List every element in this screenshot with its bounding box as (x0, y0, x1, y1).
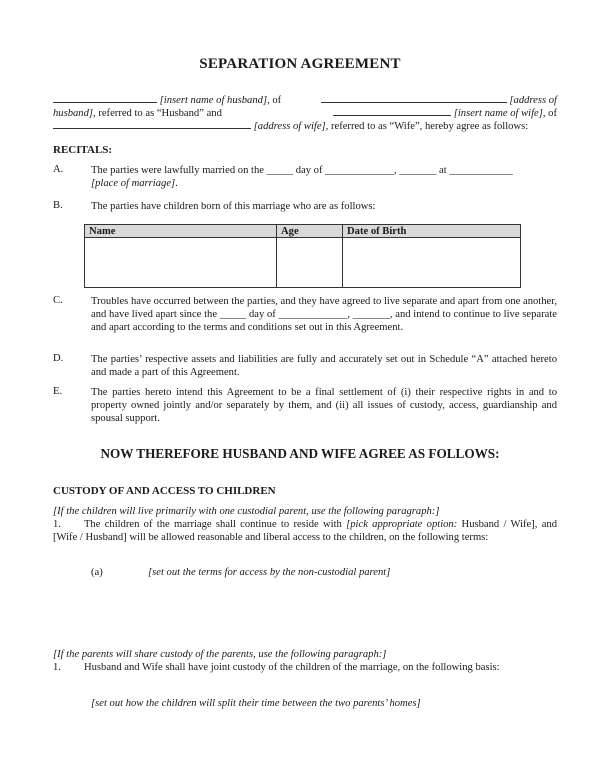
document-title: SEPARATION AGREEMENT (199, 56, 401, 72)
wife-address-placeholder: [address of wife] (253, 121, 326, 133)
referred-husband-text: , referred to as “Husband” and (93, 108, 222, 120)
referred-wife-text: , referred to as “Wife”, hereby agree as follows: (325, 121, 529, 133)
recital-c-text: Troubles have occurred between the parties, and they have agreed to live separate and apart from one another, and have lived apart since the _____ day of _____________, _______, and intend to continue to live separate and apart according to the terms and conditions set out in this Agreement. (91, 296, 557, 334)
custody-p2-number: 1. (53, 662, 61, 673)
recital-b-mark: B. (53, 200, 63, 211)
custody-paragraph-1: 1. The children of the marriage shall continue to reside with [pick appropriate option: Husband / Wife], and [Wife / Husband] will be allowed reasonable and liberal access to the children, on the following terms: (53, 519, 557, 544)
children-table (84, 224, 521, 288)
custody-heading: CUSTODY OF AND ACCESS TO CHILDREN (53, 485, 276, 497)
recital-a-mark: A. (53, 164, 64, 175)
recital-b-text: The parties have children born of this marriage who are as follows: (91, 201, 376, 212)
sub-a-mark: (a) (91, 567, 103, 578)
sub-a-text: [set out the terms for access by the non-custodial parent] (148, 567, 391, 578)
p2-placeholder: [set out how the children will split their time between the two parents’ homes] (91, 698, 421, 709)
wife-name-placeholder: [insert name of wife] (453, 108, 543, 120)
table-header-dob: Date of Birth (343, 225, 521, 238)
recital-e-mark: E. (53, 386, 63, 397)
husband-address-placeholder-a: [address of (509, 95, 557, 106)
custody-p1-number: 1. (53, 519, 61, 530)
husband-name-placeholder: [insert name of husband] (159, 95, 268, 106)
table-header-name: Name (85, 225, 277, 238)
table-cell-name[interactable] (85, 238, 277, 288)
of-text: , of (267, 95, 282, 106)
custody-note-1: [If the children will live primarily with one custodial parent, use the following paragraph:] (53, 506, 440, 517)
recital-e-text: The parties hereto intend this Agreement to be a final settlement of (i) their respective rights in and to property owned jointly and/or separately by them, and (ii) all issues of custody, access, guardianship and spousal support. (91, 387, 557, 425)
recital-d-text: The parties’ respective assets and liabilities are fully and accurately set out in Schedule “A” attached hereto and made a part of this Agreement. (91, 354, 557, 379)
custody-paragraph-2: 1. Husband and Wife shall have joint custody of the children of the marriage, on the following basis: (53, 662, 500, 673)
recitals-heading: RECITALS: (53, 144, 113, 156)
of-text-2: , of (542, 108, 557, 120)
recital-d-mark: D. (53, 353, 64, 364)
table-cell-dob[interactable] (343, 238, 521, 288)
custody-note-2: [If the parents will share custody of the parents, use the following paragraph:] (53, 649, 387, 660)
recital-a-text: The parties were lawfully married on the _____ day of _____________, _______ at ____________ [place of marriage]. (91, 165, 513, 190)
table-row (85, 238, 521, 288)
agree-heading: NOW THEREFORE HUSBAND AND WIFE AGREE AS FOLLOWS: (100, 446, 500, 461)
parties-paragraph: [insert name of husband], of [address of husband], referred to as “Husband” and [insert name of wife], of [address of wife], referred to as “Wife”, hereby agree as follows: (53, 95, 557, 133)
table-cell-age[interactable] (277, 238, 343, 288)
recital-c-mark: C. (53, 295, 63, 306)
table-header-age: Age (277, 225, 343, 238)
